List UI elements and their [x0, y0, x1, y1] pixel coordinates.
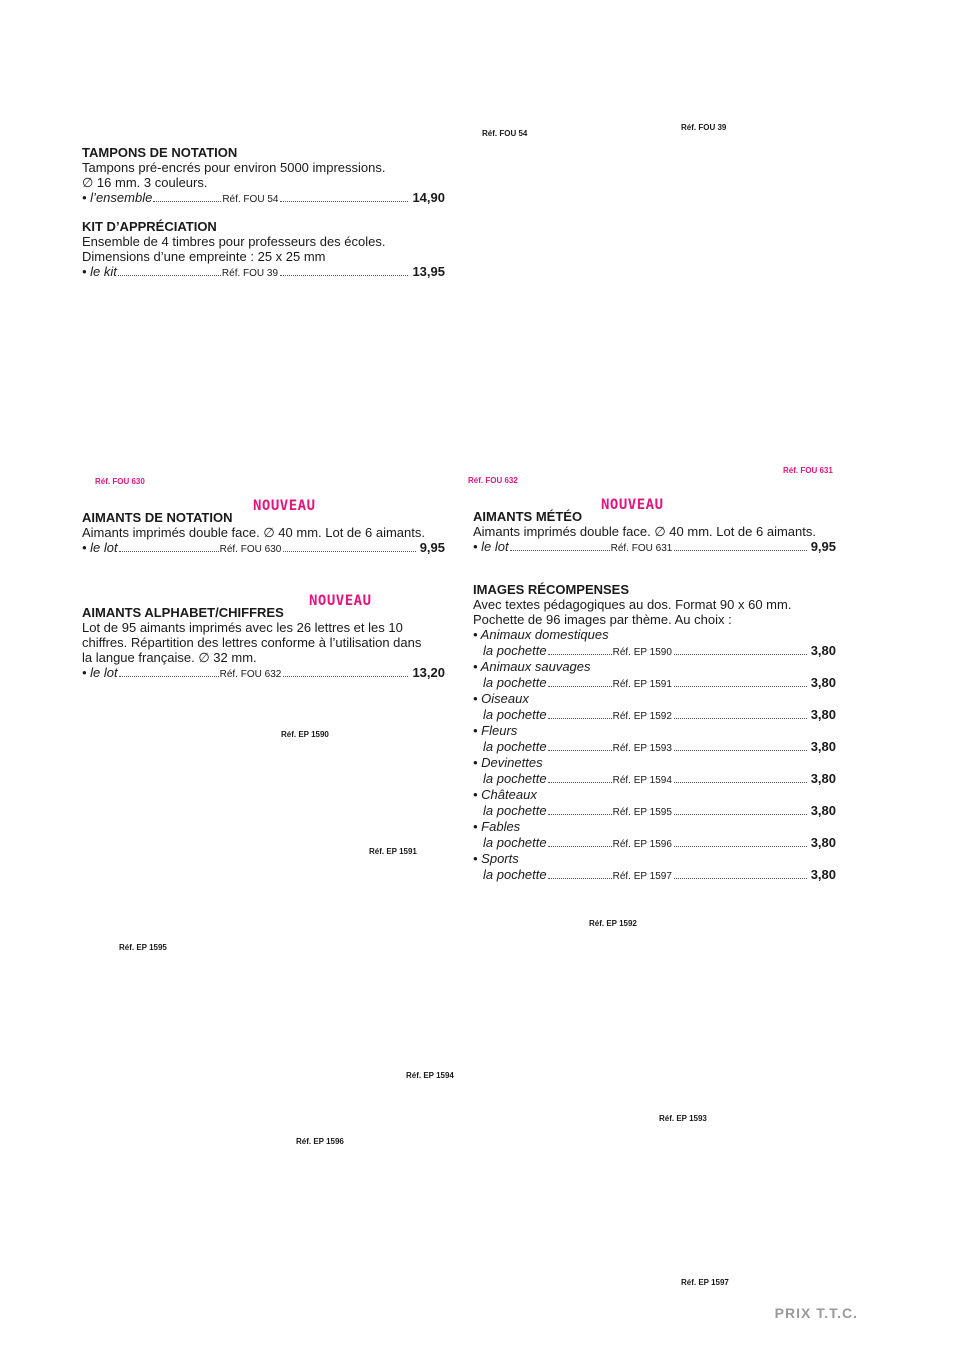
ref-code: Réf. FOU 632 [219, 669, 282, 680]
price-row [473, 867, 836, 883]
theme-label: • Fleurs [473, 723, 518, 738]
price: 3,80 [810, 771, 836, 786]
leader-dots [548, 686, 612, 687]
caption-ref-ep1590: Réf. EP 1590 [281, 730, 329, 739]
caption-ref-ep1591: Réf. EP 1591 [369, 847, 417, 856]
nouveau-badge-aimants-meteo: NOUVEAU [601, 497, 664, 513]
product-description: ∅ 16 mm. 3 couleurs. [82, 175, 208, 190]
price-row [82, 264, 445, 280]
unit-label: • le lot [473, 539, 509, 554]
caption-ref-ep1592: Réf. EP 1592 [589, 919, 637, 928]
theme-label: • Fables [473, 819, 521, 834]
leader-dots [548, 718, 612, 719]
product-title: AIMANTS ALPHABET/CHIFFRES [82, 605, 284, 620]
ref-code: Réf. FOU 630 [219, 544, 282, 555]
ref-code: Réf. EP 1595 [612, 807, 672, 818]
price-row [473, 707, 836, 723]
product-title: AIMANTS MÉTÉO [473, 509, 583, 524]
theme-label: • Sports [473, 851, 519, 866]
caption-ref-fou630: Réf. FOU 630 [95, 477, 145, 486]
ref-code: Réf. FOU 54 [222, 194, 279, 205]
ref-code: Réf. FOU 39 [221, 268, 279, 279]
ref-code: Réf. FOU 631 [610, 543, 673, 554]
leader-dots [548, 878, 612, 879]
leader-dots [280, 275, 408, 276]
unit-label: la pochette [483, 643, 547, 658]
caption-ref-ep1596: Réf. EP 1596 [296, 1137, 344, 1146]
product-aimants-meteo [473, 509, 836, 555]
unit-label: • le kit [82, 264, 117, 279]
price: 3,80 [810, 835, 836, 850]
product-title: IMAGES RÉCOMPENSES [473, 582, 630, 597]
product-description: Aimants imprimés double face. ∅ 40 mm. Lot de 6 aimants. [473, 524, 816, 539]
caption-ref-ep1594: Réf. EP 1594 [406, 1071, 454, 1080]
leader-dots [153, 201, 221, 202]
caption-ref-ep1595: Réf. EP 1595 [119, 943, 167, 952]
unit-label: la pochette [483, 835, 547, 850]
product-description: Lot de 95 aimants imprimés avec les 26 lettres et les 10 [82, 620, 403, 635]
price: 3,80 [810, 739, 836, 754]
price: 9,95 [419, 540, 445, 555]
leader-dots [548, 814, 612, 815]
leader-dots [548, 782, 612, 783]
unit-label: • le lot [82, 665, 118, 680]
leader-dots [118, 275, 221, 276]
product-description: Tampons pré-encrés pour environ 5000 impressions. [82, 160, 386, 175]
price: 3,80 [810, 643, 836, 658]
leader-dots [674, 846, 807, 847]
unit-label: • l’ensemble [82, 190, 153, 205]
product-description: chiffres. Répartition des lettres conforme à l’utilisation dans [82, 635, 422, 650]
price: 3,80 [810, 675, 836, 690]
nouveau-badge-aimants-alphabet: NOUVEAU [309, 593, 372, 609]
leader-dots [283, 551, 415, 552]
ref-code: Réf. EP 1592 [612, 711, 672, 722]
leader-dots [280, 201, 408, 202]
unit-label: la pochette [483, 771, 547, 786]
ref-code: Réf. EP 1594 [612, 775, 672, 786]
leader-dots [674, 878, 807, 879]
caption-ref-fou39: Réf. FOU 39 [681, 123, 727, 132]
price: 3,80 [810, 803, 836, 818]
footer-prix-ttc: PRIX T.T.C. [774, 1305, 858, 1321]
product-title: TAMPONS DE NOTATION [82, 145, 238, 160]
product-aimants-notation [82, 510, 445, 556]
price-row [82, 665, 445, 681]
leader-dots [674, 718, 807, 719]
leader-dots [674, 782, 807, 783]
price-row [82, 540, 445, 556]
ref-code: Réf. EP 1591 [612, 679, 672, 690]
price-row [82, 190, 445, 206]
theme-label: • Oiseaux [473, 691, 529, 706]
unit-label: la pochette [483, 675, 547, 690]
price: 14,90 [412, 190, 445, 205]
ref-code: Réf. EP 1596 [612, 839, 672, 850]
unit-label: la pochette [483, 739, 547, 754]
theme-list [473, 627, 836, 883]
price-row [473, 675, 836, 691]
theme-label: • Devinettes [473, 755, 543, 770]
leader-dots [119, 551, 219, 552]
product-title: KIT D’APPRÉCIATION [82, 219, 217, 234]
theme-label: • Châteaux [473, 787, 537, 802]
unit-label: la pochette [483, 867, 547, 882]
ref-code: Réf. EP 1590 [612, 647, 672, 658]
leader-dots [674, 750, 807, 751]
price-row [473, 539, 836, 555]
caption-ref-fou54: Réf. FOU 54 [482, 129, 528, 138]
leader-dots [119, 676, 219, 677]
ref-code: Réf. EP 1597 [612, 871, 672, 882]
price-row [473, 643, 836, 659]
price: 3,80 [810, 707, 836, 722]
leader-dots [283, 676, 408, 677]
product-title: AIMANTS DE NOTATION [82, 510, 233, 525]
price: 13,20 [412, 665, 445, 680]
price: 3,80 [810, 867, 836, 882]
product-description: la langue française. ∅ 32 mm. [82, 650, 257, 665]
product-description: Ensemble de 4 timbres pour professeurs des écoles. [82, 234, 386, 249]
caption-ref-ep1597: Réf. EP 1597 [681, 1278, 729, 1287]
product-description: Aimants imprimés double face. ∅ 40 mm. Lot de 6 aimants. [82, 525, 425, 540]
price-row [473, 835, 836, 851]
price: 9,95 [810, 539, 836, 554]
leader-dots [548, 750, 612, 751]
leader-dots [548, 654, 612, 655]
leader-dots [674, 686, 807, 687]
caption-ref-fou631: Réf. FOU 631 [783, 466, 833, 475]
product-description: Dimensions d’une empreinte : 25 x 25 mm [82, 249, 326, 264]
ref-code: Réf. EP 1593 [612, 743, 672, 754]
caption-ref-fou632: Réf. FOU 632 [468, 476, 518, 485]
unit-label: la pochette [483, 707, 547, 722]
leader-dots [510, 550, 610, 551]
leader-dots [548, 846, 612, 847]
nouveau-badge-aimants-notation: NOUVEAU [253, 498, 316, 514]
leader-dots [674, 814, 807, 815]
unit-label: la pochette [483, 803, 547, 818]
product-tampons-notation [82, 145, 445, 206]
price: 13,95 [412, 264, 445, 279]
product-description: Pochette de 96 images par thème. Au choix : [473, 612, 732, 627]
price-row [473, 771, 836, 787]
product-aimants-alphabet [82, 605, 445, 681]
leader-dots [674, 550, 806, 551]
leader-dots [674, 654, 807, 655]
price-row [473, 803, 836, 819]
price-row [473, 739, 836, 755]
product-description: Avec textes pédagogiques au dos. Format 90 x 60 mm. [473, 597, 792, 612]
product-kit-appreciation [82, 219, 445, 280]
theme-label: • Animaux domestiques [473, 627, 609, 642]
unit-label: • le lot [82, 540, 118, 555]
theme-label: • Animaux sauvages [473, 659, 591, 674]
product-images-recompenses [473, 582, 836, 883]
caption-ref-ep1593: Réf. EP 1593 [659, 1114, 707, 1123]
